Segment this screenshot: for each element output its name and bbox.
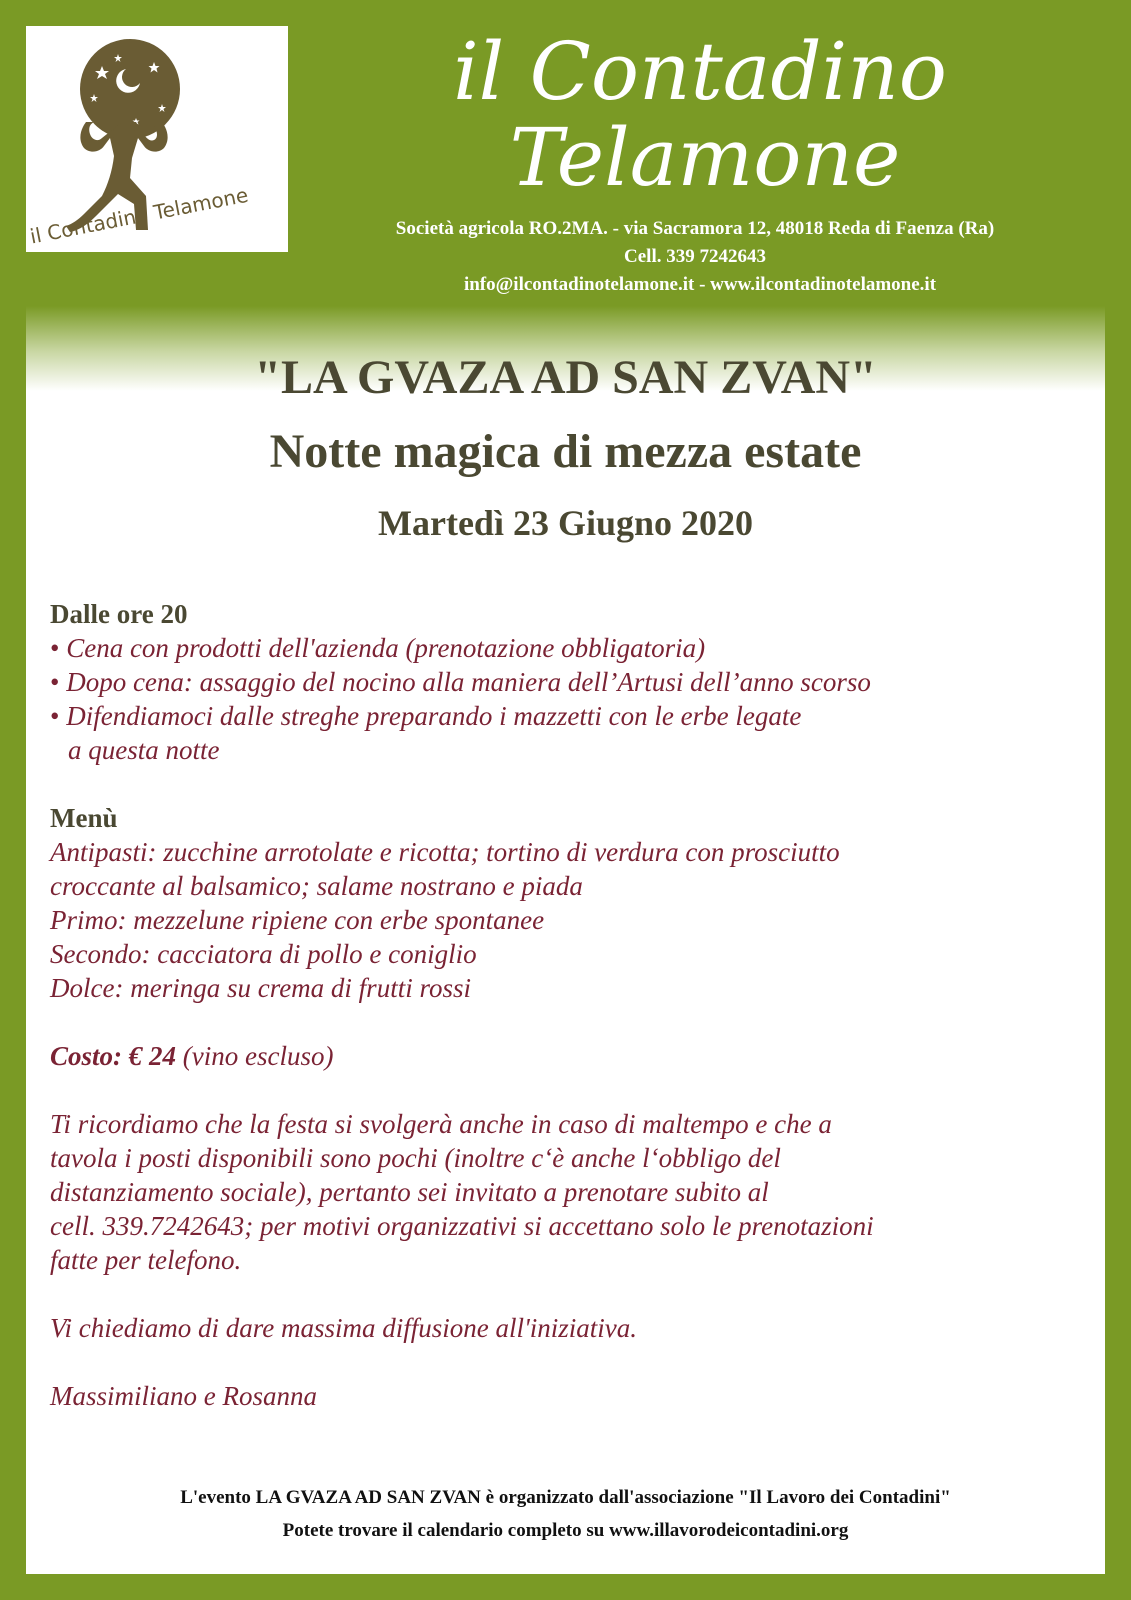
event-subtitle: Notte magica di mezza estate bbox=[269, 425, 862, 478]
brand-name-line2: Telamone bbox=[509, 111, 901, 204]
bullet-icon: • bbox=[50, 701, 67, 731]
brand-name-line1: il Contadino bbox=[453, 25, 947, 118]
company-address: Società agricola RO.2MA. - via Sacramora 12, 48018 Reda di Faenza (Ra) bbox=[395, 218, 995, 239]
menu-line: croccante al balsamico; salame nostrano e piada bbox=[50, 871, 583, 901]
notice-line: Ti ricordiamo che la festa si svolgerà anche in caso di maltempo e che a bbox=[50, 1109, 832, 1139]
flyer-content bbox=[50, 597, 1100, 1413]
signature: Massimiliano e Rosanna bbox=[50, 1381, 317, 1411]
cost-label: Costo: € 24 bbox=[50, 1041, 177, 1071]
bullet-icon: • bbox=[50, 633, 67, 663]
menu-line: Secondo: cacciatora di pollo e coniglio bbox=[50, 939, 477, 969]
company-phone: Cell. 339 7242643 bbox=[624, 246, 766, 267]
logo-text: il Contadino Telamone bbox=[28, 182, 251, 249]
event-title: "LA GVAZA AD SAN ZVAN" bbox=[254, 351, 877, 404]
menu-line: Primo: mezzelune ripiene con erbe spontanee bbox=[50, 905, 545, 935]
logo bbox=[26, 26, 288, 252]
program-item: • Difendiamoci dalle streghe preparando i mazzetti con le erbe legate bbox=[50, 701, 802, 731]
menu-line: Antipasti: zucchine arrotolate e ricotta; tortino di verdura con prosciutto bbox=[50, 837, 840, 867]
menu-heading: Menù bbox=[50, 803, 118, 833]
program-item-continuation: a questa notte bbox=[68, 735, 220, 765]
program-item: • Dopo cena: assaggio del nocino alla maniera dell’Artusi dell’anno scorso bbox=[50, 667, 871, 697]
footer-organizer: L'evento LA GVAZA AD SAN ZVAN è organizzato dall'associazione "Il Lavoro dei Contadini" bbox=[180, 1487, 951, 1508]
footer-calendar: Potete trovare il calendario completo su www.illavorodeicontadini.org bbox=[282, 1520, 849, 1541]
program-item: • Cena con prodotti dell'azienda (prenotazione obbligatoria) bbox=[50, 633, 706, 663]
cost-note: (vino escluso) bbox=[176, 1041, 334, 1071]
company-contacts: info@ilcontadinotelamone.it - www.ilcontadinotelamone.it bbox=[463, 274, 937, 295]
notice-line: cell. 339.7242643; per motivi organizzativi si accettano solo le prenotazioni bbox=[50, 1211, 874, 1241]
bullet-icon: • bbox=[50, 667, 67, 697]
diffusion-request: Vi chiediamo di dare massima diffusione all'iniziativa. bbox=[50, 1313, 637, 1343]
notice-line: distanziamento sociale), pertanto sei invitato a prenotare subito al bbox=[50, 1177, 769, 1207]
cost-line bbox=[50, 1039, 1100, 1073]
notice-line: fatte per telefono. bbox=[50, 1245, 242, 1275]
menu-line: Dolce: meringa su crema di frutti rossi bbox=[50, 973, 471, 1003]
event-date: Martedì 23 Giugno 2020 bbox=[378, 503, 753, 543]
program-heading: Dalle ore 20 bbox=[50, 599, 188, 629]
notice-line: tavola i posti disponibili sono pochi (inoltre c‘è anche l‘obbligo del bbox=[50, 1143, 781, 1173]
